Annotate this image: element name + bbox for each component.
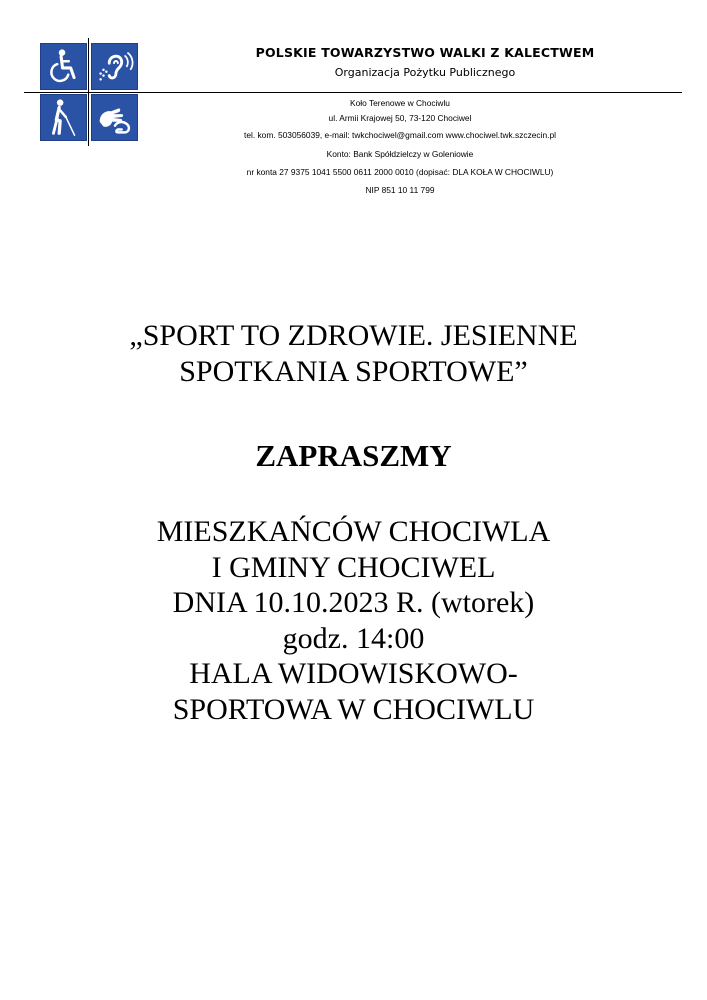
invite-heading: ZAPRASZMY: [255, 438, 452, 473]
contact-phone-email: tel. kom. 503056039, e-mail: twkchociwel@gmail.com www.chociwel.twk.szczecin.pl: [244, 130, 556, 140]
header-horizontal-divider: [24, 92, 682, 93]
event-title-line: SPOTKANIA SPORTOWE”: [179, 355, 528, 388]
event-date: DNIA 10.10.2023 R. (wtorek): [172, 586, 535, 619]
event-title-line: „SPORT TO ZDROWIE. JESIENNE: [129, 319, 578, 352]
contact-account-number: nr konta 27 9375 1041 5500 0611 2000 0010 (dopisać: DLA KOŁA W CHOCIWLU): [246, 167, 554, 177]
organization-name: POLSKIE TOWARZYSTWO WALKI Z KALECTWEM: [255, 45, 595, 60]
hearing-loop-icon: [91, 43, 138, 90]
contact-branch: Koło Terenowe w Chociwlu: [350, 98, 450, 108]
contact-nip: NIP 851 10 11 799: [365, 185, 435, 195]
organization-subtitle: Organizacja Pożytku Publicznego: [334, 66, 516, 79]
event-title: [40, 318, 667, 390]
blind-cane-icon: [40, 94, 87, 141]
event-detail-line: I GMINY CHOCIWEL: [211, 550, 496, 584]
event-venue-line: SPORTOWA W CHOCIWLU: [172, 692, 535, 726]
event-time: godz. 14:00: [282, 621, 425, 655]
wheelchair-icon: [40, 43, 87, 90]
contact-address: ul. Armii Krajowej 50, 73-120 Chociwel: [328, 113, 472, 123]
event-venue-line: HALA WIDOWISKOWO-: [189, 657, 518, 690]
contact-bank: Konto: Bank Spółdzielczy w Goleniowie: [326, 149, 474, 159]
event-details: [40, 514, 667, 727]
event-detail-line: MIESZKAŃCÓW CHOCIWLA: [156, 515, 551, 548]
